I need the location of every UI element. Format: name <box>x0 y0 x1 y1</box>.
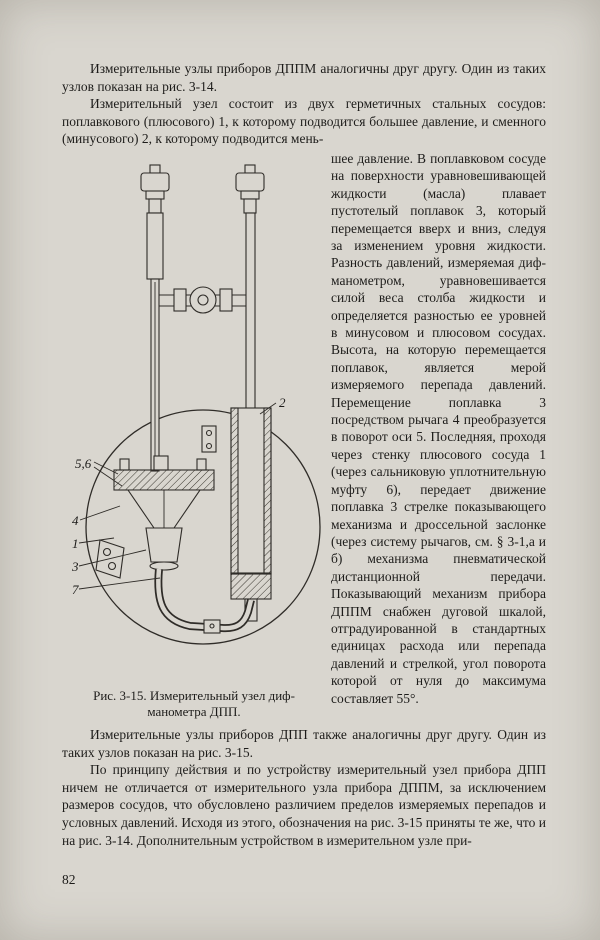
svg-text:7: 7 <box>72 581 79 597</box>
diagram-measuring-unit <box>62 150 326 680</box>
svg-text:4: 4 <box>72 512 79 528</box>
minus-vessel-cylinder <box>231 408 271 621</box>
page-number: 82 <box>62 872 76 887</box>
label-4 <box>72 506 120 528</box>
svg-text:5,6: 5,6 <box>75 455 92 471</box>
paragraph-vessels: Измерительный узел состоит из двух герметичных стальных сосудов: поплавкового (плюсового) 1, к которому подводится большее давление, и сменного (минусового) 2, к которому подводится мень- <box>62 96 546 147</box>
label-7 <box>72 578 160 597</box>
linkage <box>159 287 246 313</box>
paragraph-dpp-intro: Измерительные узлы приборов ДПП также аналогичны друг другу. Один из таких узлов показан на рис. 3-15. <box>62 726 546 760</box>
figure-3-15 <box>62 150 326 721</box>
figure-text-row <box>62 150 546 721</box>
label-2 <box>260 395 286 414</box>
column-text: шее давление. В поплавковом сосуде на поверхности уравновешивающей жидкости (масла) плавает пустотелый поплавок 3, который перемещается вверх и вниз, следуя за изменением уровня жидкости. Разность давлений, измеряемая диф-манометром, уравновешивается силой веса столба жидкости и определяется разностью ее уровней в минусовом и плюсовом сосудах. Высота, на которую перемещается поплавок, является мерой измеряемого перепада давлений. Перемещение поплавка 3 посредством рычага 4 преобразуется в поворот оси 5. Последняя, проходя через стенку плюсового сосуда 1 (через сальниковую уплотнительную муфту 6), передает движение поплавка 3 стрелке показывающего механизма и дроссельной заслонке (через систему рычагов, см. § 3-1,а и б) механизма пневматической дистанционной передачи. Показывающий механизм прибора ДППМ снабжен дуговой шкалой, отградуированной в стандартных единицах расхода или перепада давлений и стрелкой, угол поворота которой от нуля до максимума составляет 55°. <box>331 150 546 706</box>
right-fitting <box>236 165 264 409</box>
figure-caption-line1: Рис. 3-15. Измерительный узел диф- <box>93 687 295 703</box>
svg-text:2: 2 <box>279 394 286 410</box>
svg-text:3: 3 <box>72 558 79 574</box>
paragraph-dpp-detail: По принципу действия и по устройству измерительный узел прибора ДПП ничем не отличается от измерительного узла прибора ДППМ, за исключением размеров сосудов, что обусловлено различием пределов измеряемых перепадов и условных давлений. Исходя из этого, обозначения на рис. 3-15 приняты те же, что и на рис. 3-14. Дополнительным устройством в измерительном узле при- <box>62 762 546 848</box>
paragraph-intro: Измерительные узлы приборов ДППМ аналогичны друг другу. Один из таких узлов показан на рис. 3-14. <box>62 61 546 94</box>
figure-caption <box>62 688 326 721</box>
svg-text:1: 1 <box>72 535 79 551</box>
figure-caption-line2: манометра ДПП. <box>147 704 241 720</box>
page-content <box>62 60 546 849</box>
